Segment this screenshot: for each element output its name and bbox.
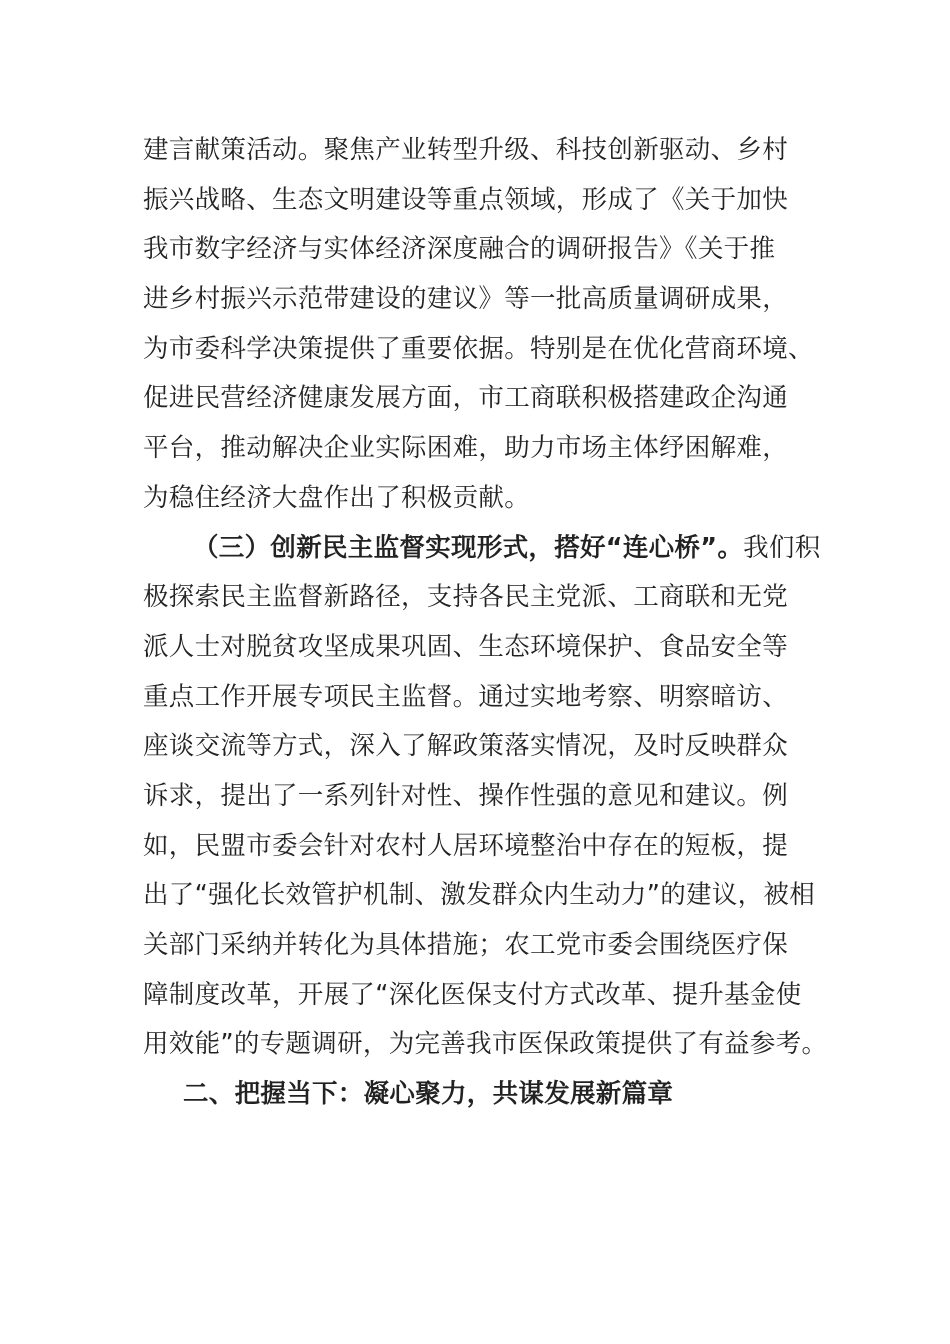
subsection-heading: （三）创新民主监督实现形式，搭好“连心桥”。 — [193, 532, 744, 563]
body-line: 振兴战略、生态文明建设等重点领域，形成了《关于加快 — [143, 184, 789, 215]
body-line: 我市数字经济与实体经济深度融合的调研报告》《关于推 — [143, 234, 776, 265]
body-line: 为稳住经济大盘作出了积极贡献。 — [143, 482, 531, 513]
body-line: 诉求，提出了一系列针对性、操作性强的意见和建议。例 — [143, 780, 789, 811]
body-line: 障制度改革，开展了“深化医保支付方式改革、提升基金使 — [143, 979, 802, 1010]
body-line: 用效能”的专题调研，为完善我市医保政策提供了有益参考。 — [143, 1029, 828, 1060]
paragraph-lead-text: 我们积 — [743, 532, 821, 563]
body-line: 如，民盟市委会针对农村人居环境整治中存在的短板，提 — [143, 830, 789, 861]
body-line: 极探索民主监督新路径，支持各民主党派、工商联和无党 — [143, 582, 789, 613]
document-body — [143, 126, 828, 1120]
section-heading: 二、把握当下：凝心聚力，共谋发展新篇章 — [183, 1079, 674, 1110]
body-line: 关部门采纳并转化为具体措施；农工党市委会围绕医疗保 — [143, 930, 789, 960]
paragraph-first-line — [143, 524, 823, 574]
body-line: 为市委科学决策提供了重要依据。特别是在优化营商环境、 — [143, 333, 814, 364]
body-line: 促进民营经济健康发展方面，市工商联积极搭建政企沟通 — [143, 383, 789, 414]
body-line: 重点工作开展专项民主监督。通过实地考察、明察暗访、 — [143, 681, 789, 712]
body-line: 座谈交流等方式，深入了解政策落实情况，及时反映群众 — [143, 731, 789, 762]
body-line: 进乡村振兴示范带建设的建议》等一批高质量调研成果， — [143, 284, 789, 315]
body-line: 平台，推动解决企业实际困难，助力市场主体纾困解难， — [143, 433, 789, 464]
body-line: 建言献策活动。聚焦产业转型升级、科技创新驱动、乡村 — [143, 135, 789, 165]
body-line: 出了“强化长效管护机制、激发群众内生动力”的建议，被相 — [143, 880, 816, 911]
body-line: 派人士对脱贫攻坚成果巩固、生态环境保护、食品安全等 — [143, 631, 789, 662]
